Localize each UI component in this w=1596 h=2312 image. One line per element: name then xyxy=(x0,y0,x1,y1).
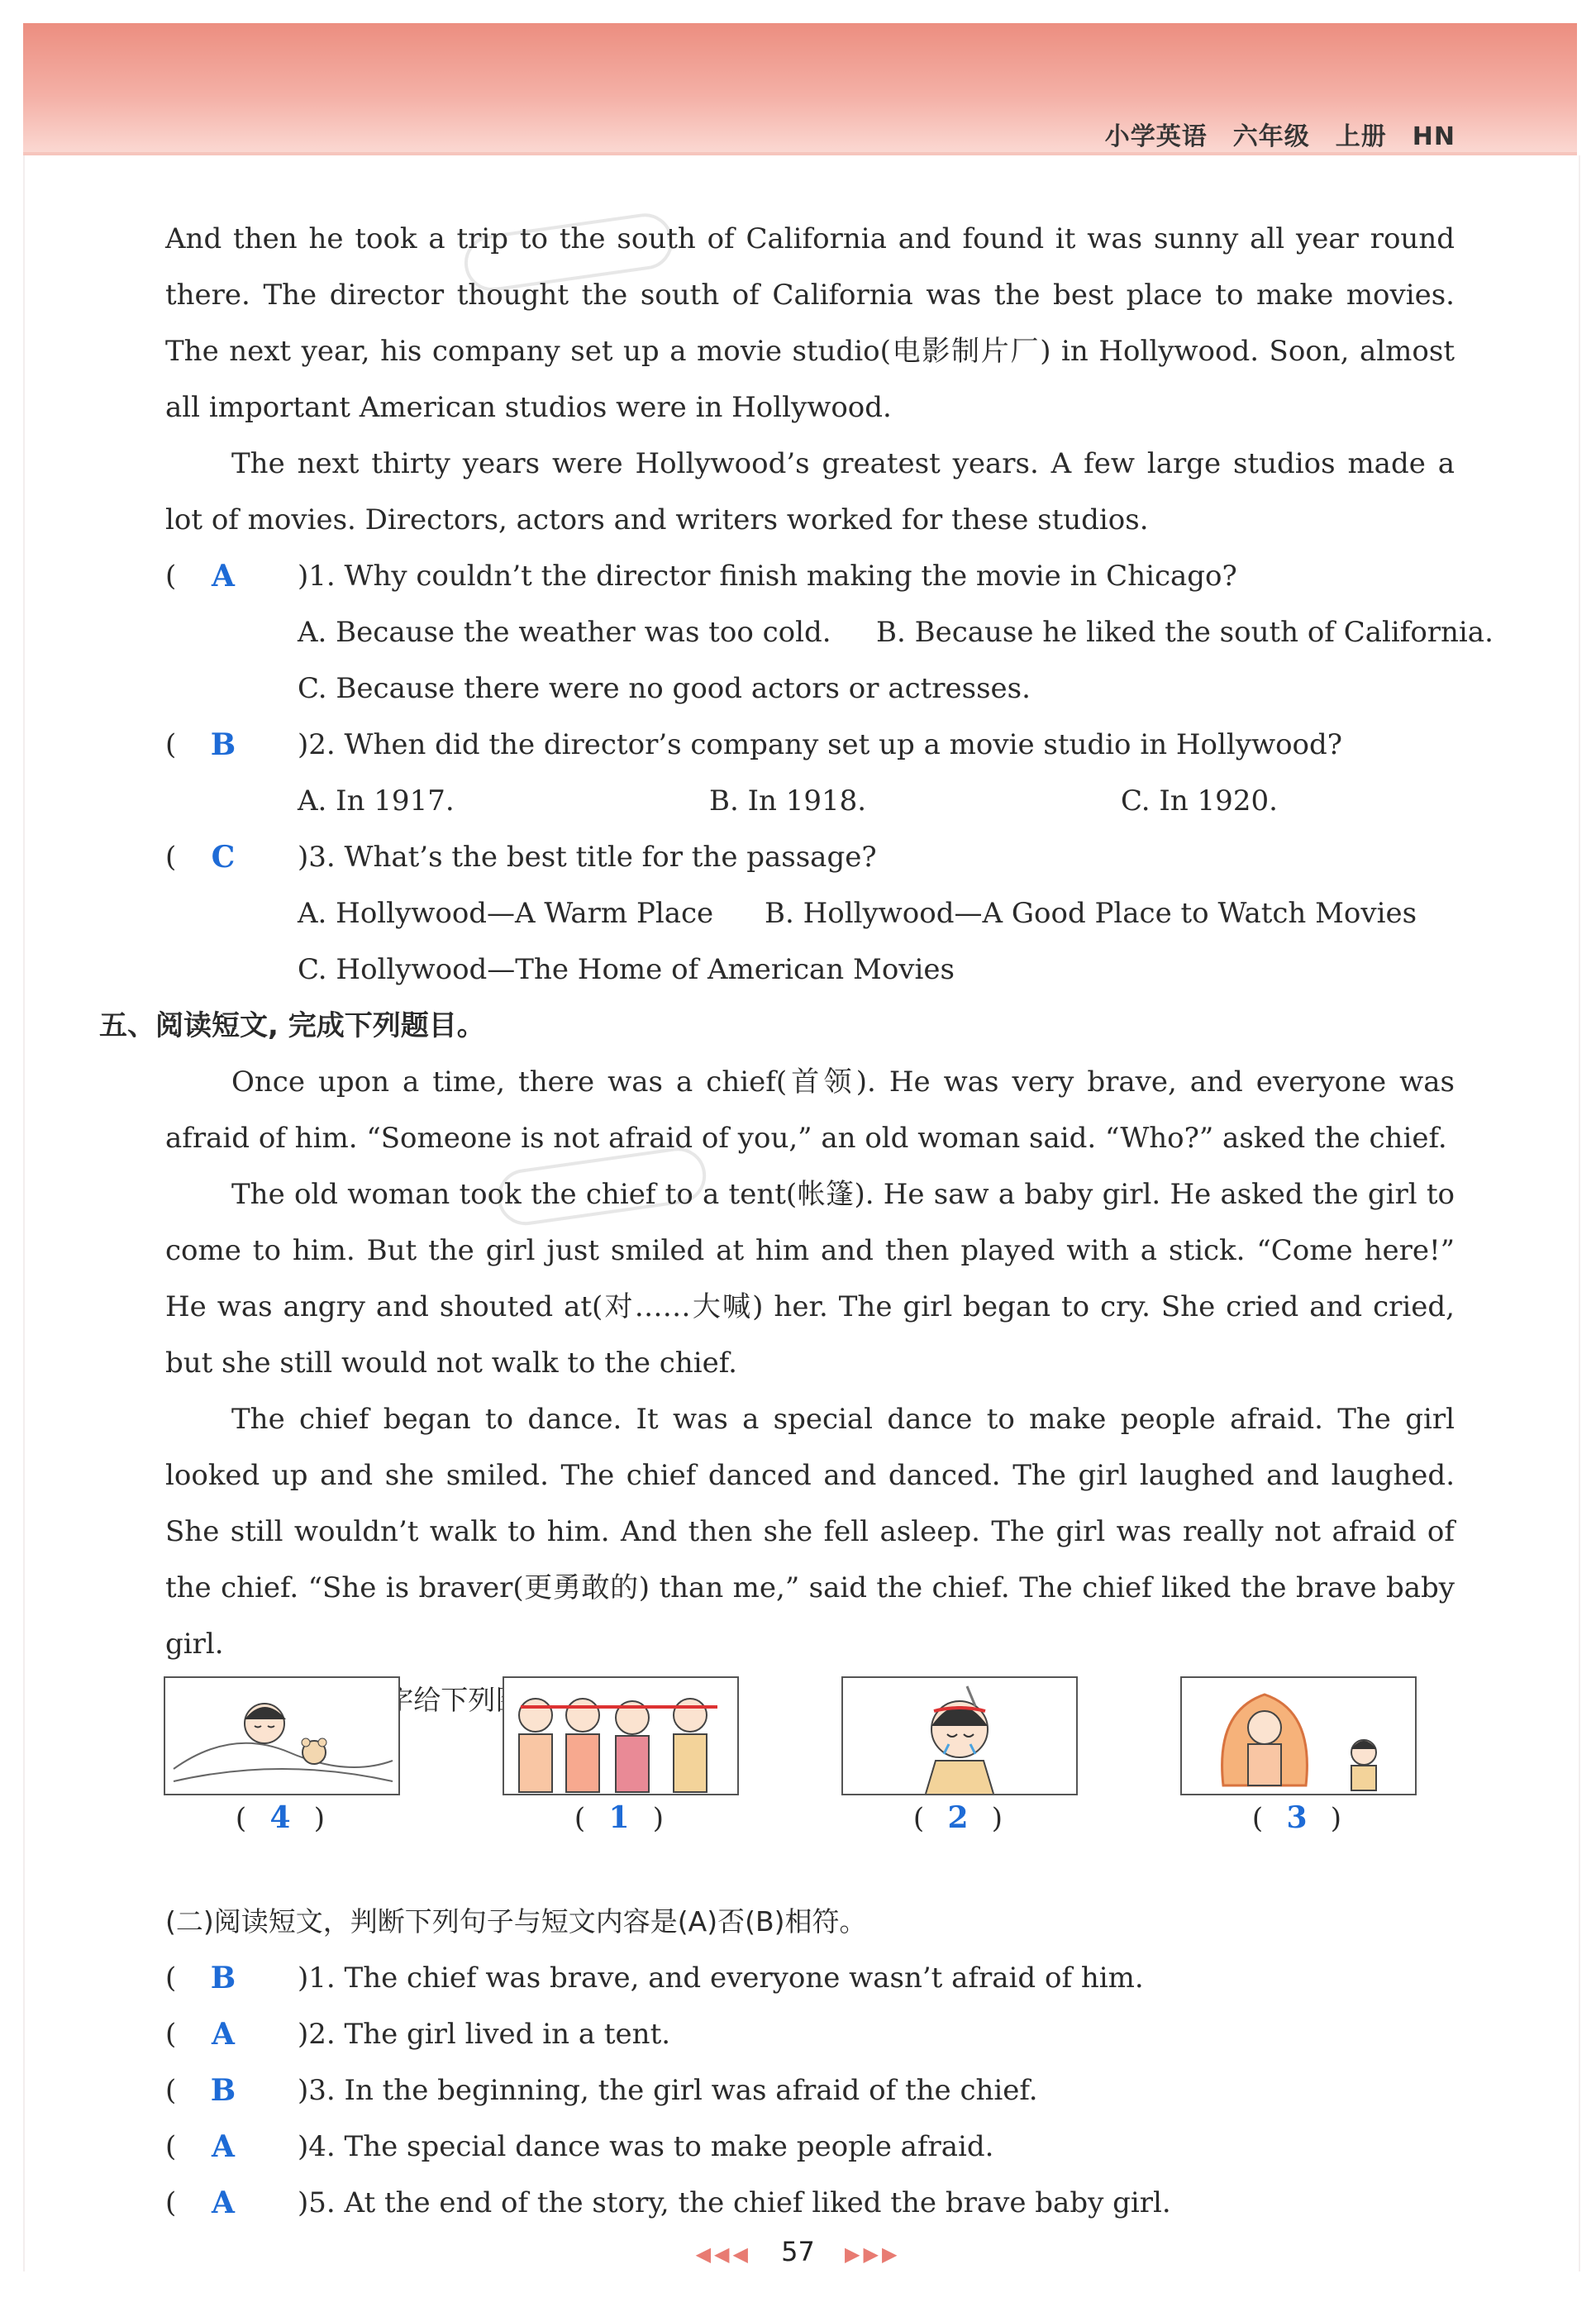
answer-value: C xyxy=(211,840,236,875)
picture-answer[interactable]: 1 xyxy=(608,1800,630,1835)
judgement-text: )1. The chief was brave, and everyone wasn’t afraid of him. xyxy=(298,1962,1144,1995)
options-row xyxy=(165,885,1455,941)
option: C. Hollywood—The Home of American Movies xyxy=(298,953,955,986)
page-content xyxy=(99,211,1494,2231)
options-row xyxy=(165,604,1494,660)
story-para2: The old woman took the chief to a tent(帐篷). He saw a baby girl. He asked the girl to come to him. But the girl just smiled at him and then played with a stick. “Come here!” He was angry and shouted at(对……大喊) her. The girl began to cry. She cried and cried, but she still would not walk to the chief. xyxy=(165,1178,1455,1380)
answer-value: B xyxy=(210,2073,236,2108)
page-number: 57 xyxy=(781,2236,815,2267)
passage1-para1: And then he took a trip to the south of California and found it was sunny all year round there. The director thought the south of California was the best place to make movies. The next year, his company set up a movie studio(电影制片厂) in Hollywood. Soon, almost all important American studios were in Hollywood. xyxy=(165,222,1455,424)
picture-caption: ( 2 ) xyxy=(912,1800,1003,1835)
picture-caption: ( 3 ) xyxy=(1251,1800,1342,1835)
section-title: 五、阅读短文, 完成下列题目。 xyxy=(99,1009,485,1042)
question-2: ( B )2. When did the director’s company set up a movie studio in Hollywood? xyxy=(165,717,1455,773)
picture-crying-girl xyxy=(841,1676,1078,1795)
picture-answer[interactable]: 4 xyxy=(269,1800,291,1835)
picture-sleeping-girl xyxy=(164,1676,400,1795)
answer-value: A xyxy=(212,2129,235,2164)
question-1: ( A )1. Why couldn’t the director finish making the movie in Chicago? xyxy=(165,548,1455,604)
options-row xyxy=(165,773,1455,829)
picture-answer[interactable]: 3 xyxy=(1286,1800,1308,1835)
picture-answer[interactable]: 2 xyxy=(947,1800,969,1835)
question-text: )3. What’s the best title for the passage? xyxy=(298,841,877,874)
picture-group-of-people xyxy=(503,1676,739,1795)
option: B. Hollywood—A Good Place to Watch Movies xyxy=(765,897,1417,930)
judgement-1: ( B )1. The chief was brave, and everyone wasn’t afraid of him. xyxy=(165,1950,1455,2006)
option: B. In 1918. xyxy=(709,784,867,818)
option: A. In 1917. xyxy=(298,784,455,818)
question-text: )1. Why couldn’t the director finish making the movie in Chicago? xyxy=(298,560,1237,593)
story-para3: The chief began to dance. It was a special dance to make people afraid. The girl looked up and she smiled. The chief danced and danced. The girl laughed and laughed. She still wouldn’t walk to him. And then she fell asleep. The girl was really not afraid of the chief. “She is braver(更勇敢的) than me,” said the chief. The chief liked the brave baby girl. xyxy=(165,1403,1455,1661)
answer-value: B xyxy=(210,1961,236,1995)
judgement-5: ( A )5. At the end of the story, the chief liked the brave baby girl. xyxy=(165,2175,1455,2231)
answer-value: A xyxy=(212,2017,235,2052)
judgement-4: ( A )4. The special dance was to make people afraid. xyxy=(165,2119,1455,2175)
prev-arrows-icon[interactable]: ◀◀◀ xyxy=(695,2243,751,2266)
judgement-text: )3. In the beginning, the girl was afraid of the chief. xyxy=(298,2074,1038,2107)
option: A. Because the weather was too cold. xyxy=(298,616,831,649)
judgement-text: )5. At the end of the story, the chief liked the brave baby girl. xyxy=(298,2186,1171,2219)
answer-value: A xyxy=(212,2186,235,2220)
judgement-2: ( A )2. The girl lived in a tent. xyxy=(165,2006,1455,2062)
picture-chief-dancing xyxy=(1180,1676,1417,1795)
answer-value: B xyxy=(210,727,236,762)
header-tag: 小学英语 六年级 上册 HN xyxy=(1104,122,1455,151)
option: B. Because he liked the south of California. xyxy=(876,616,1494,649)
judgement-text: )4. The special dance was to make people afraid. xyxy=(298,2130,994,2163)
story-para1: Once upon a time, there was a chief(首领). He was very brave, and everyone was afraid of him. “Someone is not afraid of you,” an old woman said. “Who?” asked the chief. xyxy=(165,1065,1455,1155)
judgement-3: ( B )3. In the beginning, the girl was afraid of the chief. xyxy=(165,2062,1455,2119)
option: A. Hollywood—A Warm Place xyxy=(298,897,714,930)
question-text: )2. When did the director’s company set up a movie studio in Hollywood? xyxy=(298,728,1343,761)
page-footer xyxy=(0,2236,1596,2267)
answer-value: A xyxy=(212,559,235,593)
pictures-row xyxy=(164,1676,1420,1842)
picture-caption: ( 4 ) xyxy=(235,1800,326,1835)
option: C. Because there were no good actors or actresses. xyxy=(298,672,1031,705)
part2-title: (二)阅读短文，判断下列句子与短文内容是(A)否(B)相符。 xyxy=(165,1905,867,1938)
judgement-text: )2. The girl lived in a tent. xyxy=(298,2018,671,2051)
picture-caption: ( 1 ) xyxy=(574,1800,665,1835)
question-3: ( C )3. What’s the best title for the passage? xyxy=(165,829,1455,885)
option: C. In 1920. xyxy=(1121,784,1278,818)
passage1-para2: The next thirty years were Hollywood’s greatest years. A few large studios made a lot of movies. Directors, actors and writers worked for these studios. xyxy=(165,447,1455,536)
next-arrows-icon[interactable]: ▶▶▶ xyxy=(845,2243,901,2266)
